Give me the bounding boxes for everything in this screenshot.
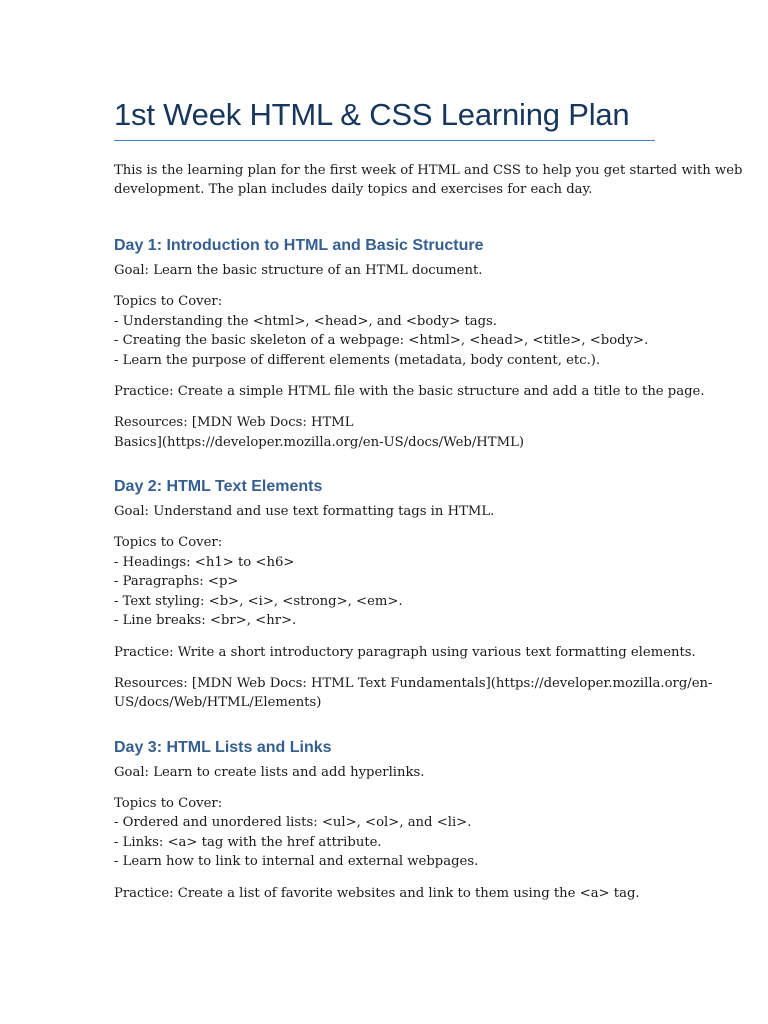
document-title: 1st Week HTML & CSS Learning Plan	[114, 97, 630, 132]
topic-item: - Text styling: <b>, <i>, <strong>, <em>.	[114, 593, 403, 609]
title-underline	[114, 140, 655, 141]
intro-line: This is the learning plan for the first week of HTML and CSS to help you get started with web	[114, 163, 743, 178]
day-2-topics	[114, 533, 656, 631]
day-1-resources	[114, 413, 656, 452]
topics-label: Topics to Cover:	[114, 535, 223, 550]
topic-item: - Creating the basic skeleton of a webpage: <html>, <head>, <title>, <body>.	[114, 333, 649, 348]
day-3-section	[114, 737, 656, 903]
topic-item: - Headings: <h1> to <h6>	[114, 554, 295, 570]
day-3-topics	[114, 794, 656, 872]
resource-line: US/docs/Web/HTML/Elements)	[114, 695, 322, 710]
resource-line: Resources: [MDN Web Docs: HTML	[114, 415, 354, 430]
intro-paragraph	[114, 161, 743, 199]
resource-line: Basics](https://developer.mozilla.org/en-US/docs/Web/HTML)	[114, 434, 524, 450]
day-3-goal: Goal: Learn to create lists and add hyperlinks.	[114, 764, 425, 780]
day-2-resources	[114, 674, 713, 713]
day-2-heading: Day 2: HTML Text Elements	[114, 478, 323, 495]
topic-item: - Ordered and unordered lists: <ul>, <ol>, and <li>.	[114, 815, 472, 830]
day-1-practice: Practice: Create a simple HTML file with the basic structure and add a title to the page.	[114, 384, 705, 399]
day-2-practice: Practice: Write a short introductory paragraph using various text formatting elements.	[114, 644, 696, 660]
topics-label: Topics to Cover:	[114, 795, 223, 811]
resource-line: Resources: [MDN Web Docs: HTML Text Fundamentals](https://developer.mozilla.org/en-	[114, 675, 713, 691]
day-2-goal: Goal: Understand and use text formatting tags in HTML.	[114, 504, 495, 519]
topic-item: - Links: <a> tag with the href attribute.	[114, 834, 382, 850]
topic-item: - Learn the purpose of different elements (metadata, body content, etc.).	[114, 352, 601, 368]
day-3-heading: Day 3: HTML Lists and Links	[114, 738, 332, 756]
day-2-section	[114, 476, 713, 713]
day-3-practice: Practice: Create a list of favorite websites and link to them using the <a> tag.	[114, 885, 640, 901]
topic-item: - Line breaks: <br>, <hr>.	[114, 613, 297, 628]
topic-item: - Paragraphs: <p>	[114, 574, 239, 589]
topics-label: Topics to Cover:	[114, 294, 223, 309]
day-1-heading: Day 1: Introduction to HTML and Basic Structure	[114, 237, 484, 254]
day-1-section	[114, 235, 705, 452]
topic-item: - Understanding the <html>, <head>, and <body> tags.	[114, 313, 498, 329]
day-1-goal: Goal: Learn the basic structure of an HTML document.	[114, 263, 483, 278]
day-1-topics	[114, 292, 656, 370]
topic-item: - Learn how to link to internal and external webpages.	[114, 854, 479, 869]
intro-line: development. The plan includes daily topics and exercises for each day.	[114, 182, 593, 197]
